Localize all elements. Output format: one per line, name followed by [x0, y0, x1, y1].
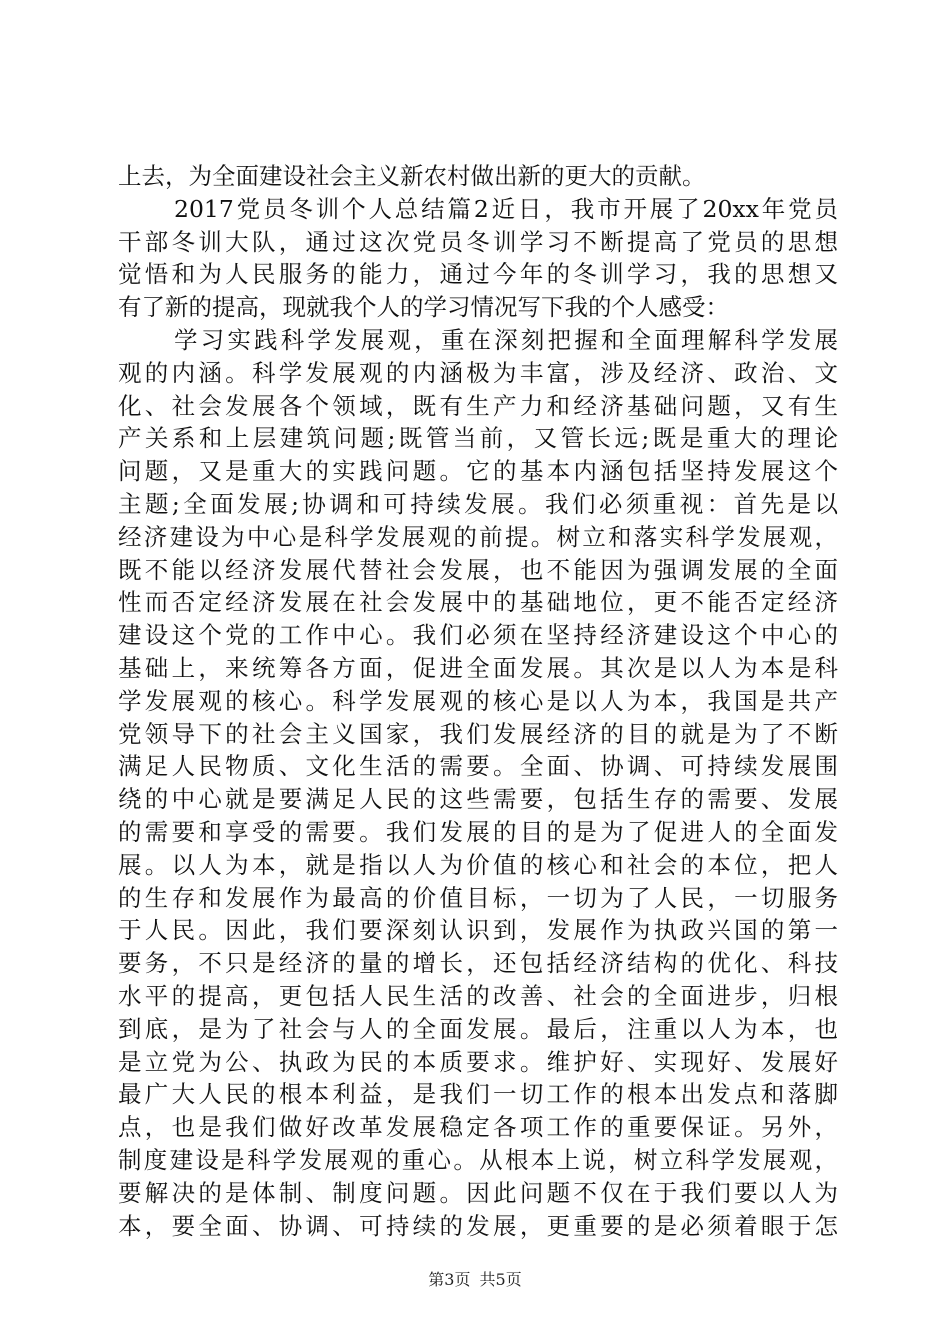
text-line: 最广大人民的根本利益，是我们一切工作的根本出发点和落脚 — [118, 1080, 838, 1109]
text-line: 经济建设为中心是科学发展观的前提。树立和落实科学发展观， — [118, 522, 838, 551]
text-line: 水平的提高，更包括人民生活的改善、社会的全面进步，归根 — [118, 981, 838, 1010]
text-line: 的需要和享受的需要。我们发展的目的是为了促进人的全面发 — [118, 817, 838, 846]
text-line: 问题，又是重大的实践问题。它的基本内涵包括坚持发展这个 — [118, 457, 838, 486]
page-number: 第3页 — [428, 1270, 471, 1289]
text-line: 产关系和上层建筑问题;既管当前，又管长远;既是重大的理论 — [118, 424, 838, 453]
text-line: 满足人民物质、文化生活的需要。全面、协调、可持续发展围 — [118, 752, 838, 781]
document-body — [118, 160, 838, 1242]
text-line: 制度建设是科学发展观的重心。从根本上说，树立科学发展观， — [118, 1145, 838, 1174]
text-line: 主题;全面发展;协调和可持续发展。我们必须重视：首先是以 — [118, 489, 838, 518]
text-line: 性而否定经济发展在社会发展中的基础地位，更不能否定经济 — [118, 588, 838, 617]
text-line: 的生存和发展作为最高的价值目标，一切为了人民，一切服务 — [118, 883, 838, 912]
text-line: 学习实践科学发展观，重在深刻把握和全面理解科学发展 — [174, 325, 838, 354]
text-line: 要解决的是体制、制度问题。因此问题不仅在于我们要以人为 — [118, 1178, 838, 1207]
text-line: 学发展观的核心。科学发展观的核心是以人为本，我国是共产 — [118, 686, 838, 715]
text-line: 绕的中心就是要满足人民的这些需要，包括生存的需要、发展 — [118, 785, 838, 814]
text-line: 党领导下的社会主义国家，我们发展经济的目的就是为了不断 — [118, 719, 838, 748]
page-footer — [0, 1270, 950, 1290]
text-line: 建设这个党的工作中心。我们必须在坚持经济建设这个中心的 — [118, 621, 838, 650]
text-line: 化、社会发展各个领域，既有生产力和经济基础问题，又有生 — [118, 391, 838, 420]
text-line: 是立党为公、执政为民的本质要求。维护好、实现好、发展好 — [118, 1047, 838, 1076]
text-line: 有了新的提高，现就我个人的学习情况写下我的个人感受： — [118, 293, 729, 322]
text-line: 既不能以经济发展代替社会发展，也不能因为强调发展的全面 — [118, 555, 838, 584]
text-line: 2017党员冬训个人总结篇2近日，我市开展了20xx年党员 — [174, 194, 838, 223]
text-line: 上去，为全面建设社会主义新农村做出新的更大的贡献。 — [118, 162, 706, 190]
text-line: 于人民。因此，我们要深刻认识到，发展作为执政兴国的第一 — [118, 916, 838, 945]
text-line: 觉悟和为人民服务的能力，通过今年的冬训学习，我的思想又 — [118, 260, 838, 289]
text-line: 基础上，来统筹各方面，促进全面发展。其次是以人为本是科 — [118, 653, 838, 682]
text-line: 本，要全面、协调、可持续的发展，更重要的是必须着眼于怎 — [118, 1211, 838, 1240]
text-line: 要务，不只是经济的量的增长，还包括经济结构的优化、科技 — [118, 949, 838, 978]
text-line: 观的内涵。科学发展观的内涵极为丰富，涉及经济、政治、文 — [118, 358, 838, 387]
text-line: 展。以人为本，就是指以人为价值的核心和社会的本位，把人 — [118, 850, 838, 879]
text-line: 到底，是为了社会与人的全面发展。最后，注重以人为本，也 — [118, 1014, 838, 1043]
text-line: 干部冬训大队，通过这次党员冬训学习不断提高了党员的思想 — [118, 227, 838, 256]
text-line: 点，也是我们做好改革发展稳定各项工作的重要保证。另外， — [118, 1113, 838, 1142]
page-total: 共5页 — [479, 1270, 522, 1289]
